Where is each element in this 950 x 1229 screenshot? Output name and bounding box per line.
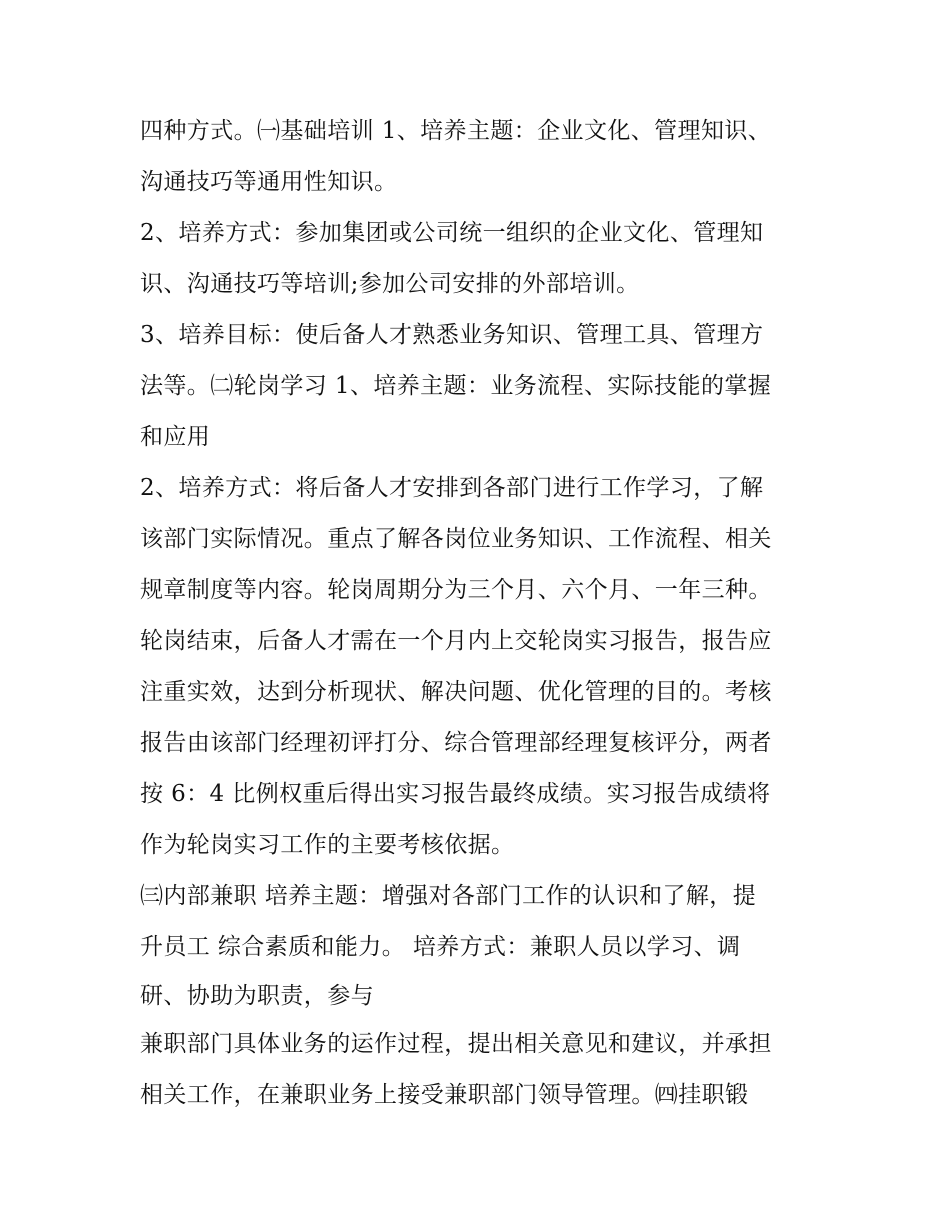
text-line: 四种方式。㈠基础培训 1、培养主题：企业文化、管理知识、 — [140, 118, 772, 144]
text-line: 规章制度等内容。轮岗周期分为三个月、六个月、一年三种。 — [140, 577, 772, 603]
text-line: 升员工 综合素质和能力。 培养方式：兼职人员以学习、调 — [140, 934, 741, 960]
text-line: 作为轮岗实习工作的主要考核依据。 — [140, 832, 515, 858]
text-line: 和应用 — [140, 424, 211, 450]
text-line: 识、沟通技巧等培训;参加公司安排的外部培训。 — [140, 271, 640, 297]
text-line: 相关工作，在兼职业务上接受兼职部门领导管理。㈣挂职锻 — [140, 1082, 749, 1108]
text-line: 沟通技巧等通用性知识。 — [140, 169, 398, 195]
text-line: 注重实效，达到分析现状、解决问题、优化管理的目的。考核 — [140, 679, 772, 705]
text-line: 2、培养方式：参加集团或公司统一组织的企业文化、管理知 — [140, 220, 764, 246]
text-line: 该部门实际情况。重点了解各岗位业务知识、工作流程、相关 — [140, 526, 772, 552]
text-line: 3、培养目标：使后备人才熟悉业务知识、管理工具、管理方 — [140, 322, 764, 348]
text-line: 兼职部门具体业务的运作过程，提出相关意见和建议，并承担 — [140, 1031, 772, 1057]
text-line: ㈢内部兼职 培养主题：增强对各部门工作的认识和了解，提 — [140, 883, 757, 909]
text-line: 按 6：4 比例权重后得出实习报告最终成绩。实习报告成绩将 — [140, 781, 771, 807]
text-line: 轮岗结束，后备人才需在一个月内上交轮岗实习报告，报告应 — [140, 628, 772, 654]
document-body — [140, 106, 830, 1121]
text-line: 2、培养方式：将后备人才安排到各部门进行工作学习，了解 — [140, 475, 764, 501]
text-line: 研、协助为职责，参与 — [140, 983, 374, 1009]
text-line: 法等。㈡轮岗学习 1、培养主题：业务流程、实际技能的掌握 — [140, 373, 772, 399]
text-line: 报告由该部门经理初评打分、综合管理部经理复核评分，两者 — [140, 730, 772, 756]
